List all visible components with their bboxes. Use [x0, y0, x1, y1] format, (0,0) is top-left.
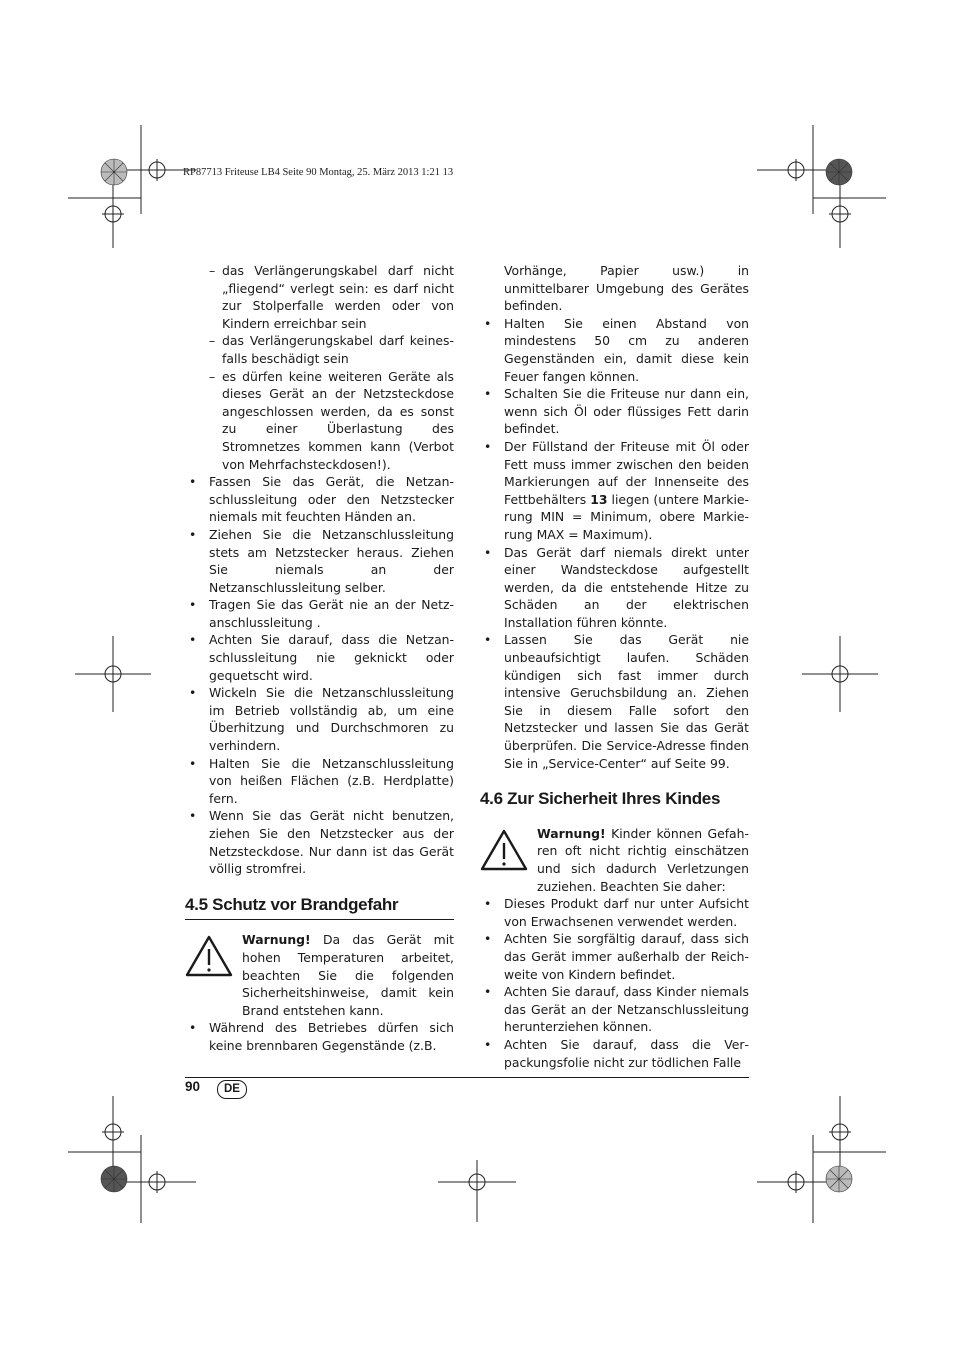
- bullet-marker: •: [484, 632, 492, 648]
- list-item: [480, 631, 749, 772]
- list-item-text: Achten Sie sorgfältig darauf, dass sich das Gerät immer außerhalb der Reichweite von Kindern befindet.: [504, 931, 749, 982]
- list-item-text: Ziehen Sie die Netzanschlussleitung stets am Netzstecker heraus. Ziehen Sie niemals an der Netzanschlussleitung selber.: [209, 526, 454, 595]
- right-after-list: [480, 895, 749, 1071]
- list-item-text: Wenn Sie das Gerät nicht benutzen, ziehen Sie den Netzstecker aus der Netzsteckdose. Nur dann ist das Gerät völlig stromfrei.: [209, 808, 454, 877]
- list-item: [480, 983, 749, 1036]
- list-item: [480, 895, 749, 930]
- list-item: [185, 473, 454, 526]
- list-item-text: Achten Sie darauf, dass Kinder niemals das Gerät an der Netzanschlussleitung herunterziehen können.: [504, 984, 749, 1035]
- list-item: [480, 1036, 749, 1071]
- bullet-marker: •: [484, 1036, 492, 1052]
- list-item: [480, 930, 749, 983]
- footer-rule: [185, 1077, 749, 1078]
- list-item-text: Lassen Sie das Gerät nie unbeaufsichtigt laufen. Schäden kündigen sich fast immer durch intensive Geruchsbildung an. Ziehen Sie in diesem Falle sofort den Netzstecker und lassen Sie das Gerät überprüfen. Die Service-Adresse finden Sie in „Service-Center“ auf Seite 99.: [504, 632, 749, 771]
- bullet-marker: •: [484, 931, 492, 947]
- list-item-text: Halten Sie die Netzanschlussleitung von heißen Flächen (z.B. Herdplatte) fern.: [209, 755, 454, 806]
- bullet-marker: •: [189, 755, 197, 771]
- list-item: [185, 807, 454, 877]
- page-number: 90: [185, 1079, 201, 1094]
- bullet-marker: •: [189, 632, 197, 648]
- warning-text: Kinder können Gefahren oft nicht richtig einschätzen und sich dadurch Verletzungen zuziehen. Beachten Sie daher:: [537, 825, 749, 894]
- left-after-list: [185, 1019, 454, 1054]
- bullet-marker: •: [484, 315, 492, 331]
- part-number: 13: [590, 491, 608, 507]
- list-item: [185, 755, 454, 808]
- continuation-text: Vorhänge, Papier usw.) in unmittelbarer Umgebung des Gerätes befinden.: [504, 263, 749, 314]
- bullet-marker: •: [484, 544, 492, 560]
- list-item: [185, 332, 454, 367]
- language-badge: DE: [217, 1080, 247, 1099]
- list-item: [480, 315, 749, 385]
- warning-text: Da das Gerät mit hohen Temperaturen arbeitet, beachten Sie die folgenden Sicherheitshinweise, damit kein Brand entstehen kann.: [242, 932, 454, 1018]
- left-column: [185, 262, 454, 1055]
- list-item: [185, 631, 454, 684]
- list-item-text: Schalten Sie die Friteuse nur dann ein, wenn sich Öl oder flüssiges Fett darin befindet.: [504, 386, 749, 437]
- warning-label: Warnung!: [537, 825, 606, 841]
- warning-block-child: [480, 825, 749, 895]
- section-title-fire: 4.5 Schutz vor Brandgefahr: [185, 896, 454, 921]
- list-item: [185, 526, 454, 596]
- bullet-marker: •: [189, 474, 197, 490]
- warning-triangle-icon: [185, 935, 233, 977]
- list-item-text: Achten Sie darauf, dass die Verpackungsfolie nicht zur tödlichen Falle: [504, 1036, 749, 1070]
- bullet-marker: •: [484, 984, 492, 1000]
- left-list: [185, 262, 454, 878]
- list-item: [480, 385, 749, 438]
- list-item-text: Achten Sie darauf, dass die Netzanschlussleitung nie geknickt oder gequetscht wird.: [209, 632, 454, 683]
- list-item-text: Während des Betriebes dürfen sich keine brennbaren Gegenstände (z.B.: [209, 1020, 454, 1053]
- list-item-text: Wickeln Sie die Netzanschlussleitung im Betrieb vollständig ab, um eine Überhitzung und Durchschmoren zu verhindern.: [209, 685, 454, 754]
- bullet-marker: •: [189, 685, 197, 701]
- list-item: [185, 596, 454, 631]
- list-item-text: das Verlängerungskabel darf keinesfalls beschädigt sein: [222, 333, 454, 366]
- list-item-text: Tragen Sie das Gerät nie an der Netzanschlussleitung .: [209, 597, 454, 630]
- bullet-marker: •: [189, 1020, 197, 1036]
- right-column: [480, 262, 749, 1071]
- list-item-text: das Verlängerungskabel darf nicht „fliegend“ verlegt sein: es darf nicht zur Stolperfalle werden oder von Kindern erreichbar sein: [222, 263, 454, 331]
- warning-label: Warnung!: [242, 932, 311, 948]
- dash-marker: –: [209, 333, 216, 349]
- print-slug: RP87713 Friteuse LB4 Seite 90 Montag, 25. März 2013 1:21 13: [183, 167, 454, 178]
- list-item-text: Das Gerät darf niemals direkt unter einer Wandsteckdose aufgestellt werden, da die entstehende Hitze zu Schäden an der elektrischen Installation führen könnte.: [504, 544, 749, 630]
- dash-marker: –: [209, 368, 216, 384]
- warning-block-fire: [185, 931, 454, 1019]
- bullet-marker: •: [484, 438, 492, 454]
- section-title-child-safety: 4.6 Zur Sicherheit Ihres Kindes: [480, 789, 721, 809]
- list-item: [185, 368, 454, 474]
- list-item: [480, 438, 749, 544]
- list-item-text: liegen (untere Markierung MIN = Minimum, obere Markierung MAX = Maximum).: [504, 491, 749, 542]
- warning-triangle-icon: [480, 829, 528, 871]
- list-item: [480, 544, 749, 632]
- bullet-marker: •: [189, 808, 197, 824]
- list-item: [185, 1019, 454, 1054]
- bullet-marker: •: [484, 386, 492, 402]
- list-item: [185, 262, 454, 332]
- dash-marker: –: [209, 263, 216, 278]
- bullet-marker: •: [189, 597, 197, 613]
- right-list: [480, 315, 749, 772]
- list-item-text: Der Füllstand der Friteuse mit Öl oder Fett muss immer zwischen den beiden Markierungen auf der Innenseite des Fettbehälters: [504, 438, 749, 507]
- list-item-text: Dieses Produkt darf nur unter Aufsicht von Erwachsenen verwendet werden.: [504, 896, 749, 929]
- list-item-text: es dürfen keine weiteren Geräte als dieses Gerät an der Netzsteckdose angeschlossen werden, da es sonst zu einer Überlastung des Stromnetzes kommen kann (Verbot von Mehrfachsteckdosen!).: [222, 368, 454, 472]
- bullet-marker: •: [189, 526, 197, 542]
- list-item: [185, 684, 454, 754]
- list-item-text: Halten Sie einen Abstand von mindestens 50 cm zu anderen Gegenständen ein, damit diese kein Feuer fangen können.: [504, 315, 749, 384]
- list-item-text: Fassen Sie das Gerät, die Netzanschlussleitung oder den Netzstecker niemals mit feuchten Händen an.: [209, 474, 454, 525]
- bullet-marker: •: [484, 896, 492, 912]
